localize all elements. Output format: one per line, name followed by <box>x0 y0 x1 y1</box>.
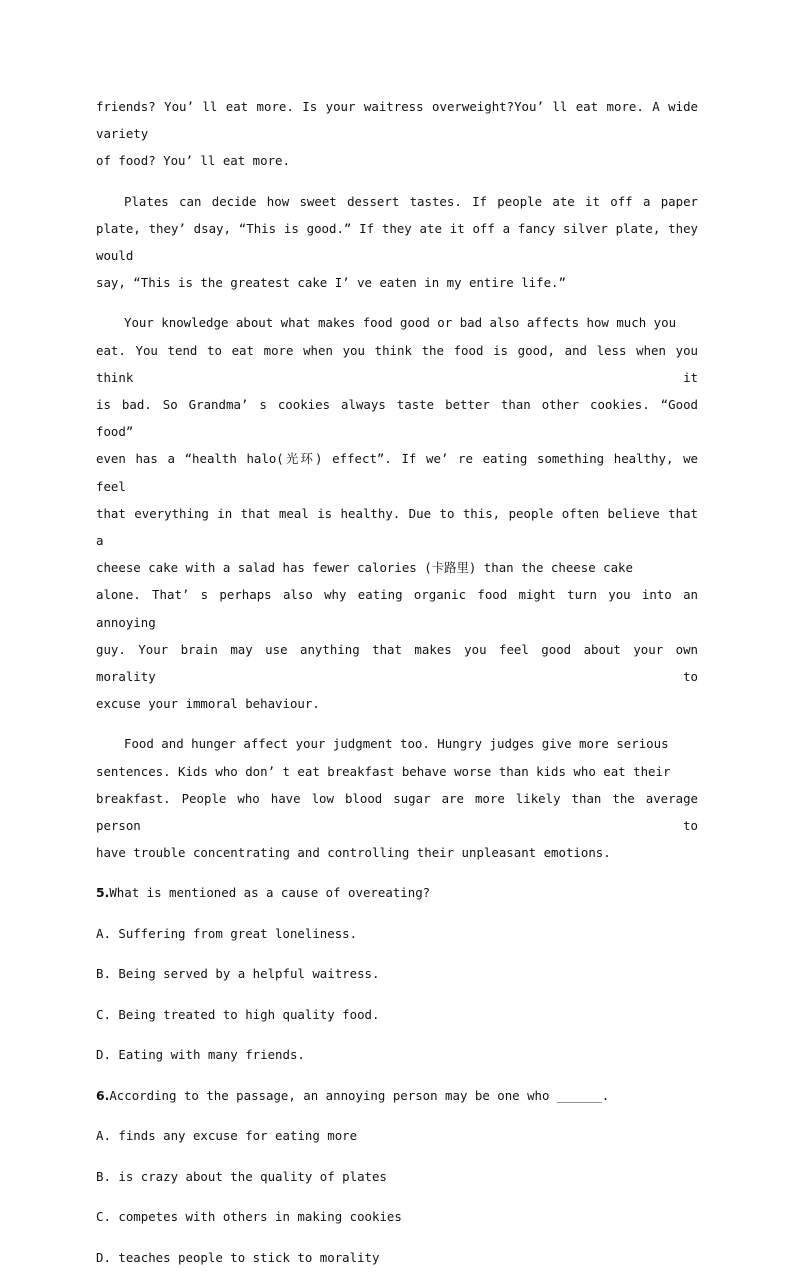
text-line: Your knowledge about what makes food good or bad also affects how much you <box>124 315 677 331</box>
text-line: sentences. Kids who don’ t eat breakfast behave worse than kids who eat their <box>96 763 671 779</box>
text-line: eat. You tend to eat more when you think the food is good, and less when you think it <box>96 342 698 385</box>
question-stem: What is mentioned as a cause of overeating? <box>109 885 431 901</box>
question-5-option-d: D. Eating with many friends. <box>96 1047 305 1063</box>
text-line: alone. That’ s perhaps also why eating organic food might turn you into an annoying <box>96 587 698 630</box>
question-6-option-c: C. competes with others in making cookies <box>96 1209 402 1225</box>
text-line: Plates can decide how sweet dessert tastes. If people ate it off a paper <box>124 193 698 209</box>
paragraph-2 <box>96 188 698 297</box>
text-line: have trouble concentrating and controlling their unpleasant emotions. <box>96 845 611 861</box>
question-6-option-d: D. teaches people to stick to morality <box>96 1249 380 1265</box>
text-line: friends? You’ ll eat more. Is your waitress overweight?You’ ll eat more. A wide variety <box>96 99 698 142</box>
text-line: breakfast. People who have low blood sugar are more likely than the average person to <box>96 790 698 834</box>
text-line: guy. Your brain may use anything that makes you feel good about your own morality to <box>96 641 698 685</box>
text-line: Food and hunger affect your judgment too. Hungry judges give more serious <box>124 736 669 752</box>
question-stem: According to the passage, an annoying person may be one who ______. <box>109 1087 610 1103</box>
text-line: excuse your immoral behaviour. <box>96 696 320 712</box>
text-line: even has a “health halo(光环) effect”. If we’ re eating something healthy, we feel <box>96 451 698 494</box>
text-line: say, “This is the greatest cake I’ ve eaten in my entire life.” <box>96 275 566 291</box>
text-line: of food? You’ ll eat more. <box>96 153 290 169</box>
question-5-option-a: A. Suffering from great loneliness. <box>96 925 358 941</box>
text-line: plate, they’ dsay, “This is good.” If they ate it off a fancy silver plate, they would <box>96 220 698 264</box>
question-6-option-b: B. is crazy about the quality of plates <box>96 1168 387 1184</box>
text-line: cheese cake with a salad has fewer calories (卡路里) than the cheese cake <box>96 560 633 576</box>
question-5-option-c: C. Being treated to high quality food. <box>96 1006 380 1022</box>
question-6 <box>96 1082 698 1109</box>
paragraph-4 <box>96 730 698 866</box>
paragraph-1 <box>96 93 698 175</box>
text-line: is bad. So Grandma’ s cookies always taste better than other cookies. “Good food” <box>96 397 698 440</box>
text-line: that everything in that meal is healthy. Due to this, people often believe that a <box>96 505 698 549</box>
question-5 <box>96 879 698 906</box>
question-number: 5. <box>96 885 110 901</box>
question-number: 6. <box>96 1087 110 1103</box>
document-content <box>96 93 698 1284</box>
question-6-option-a: A. finds any excuse for eating more <box>96 1128 358 1144</box>
question-5-option-b: B. Being served by a helpful waitress. <box>96 966 380 982</box>
paragraph-3 <box>96 309 698 717</box>
